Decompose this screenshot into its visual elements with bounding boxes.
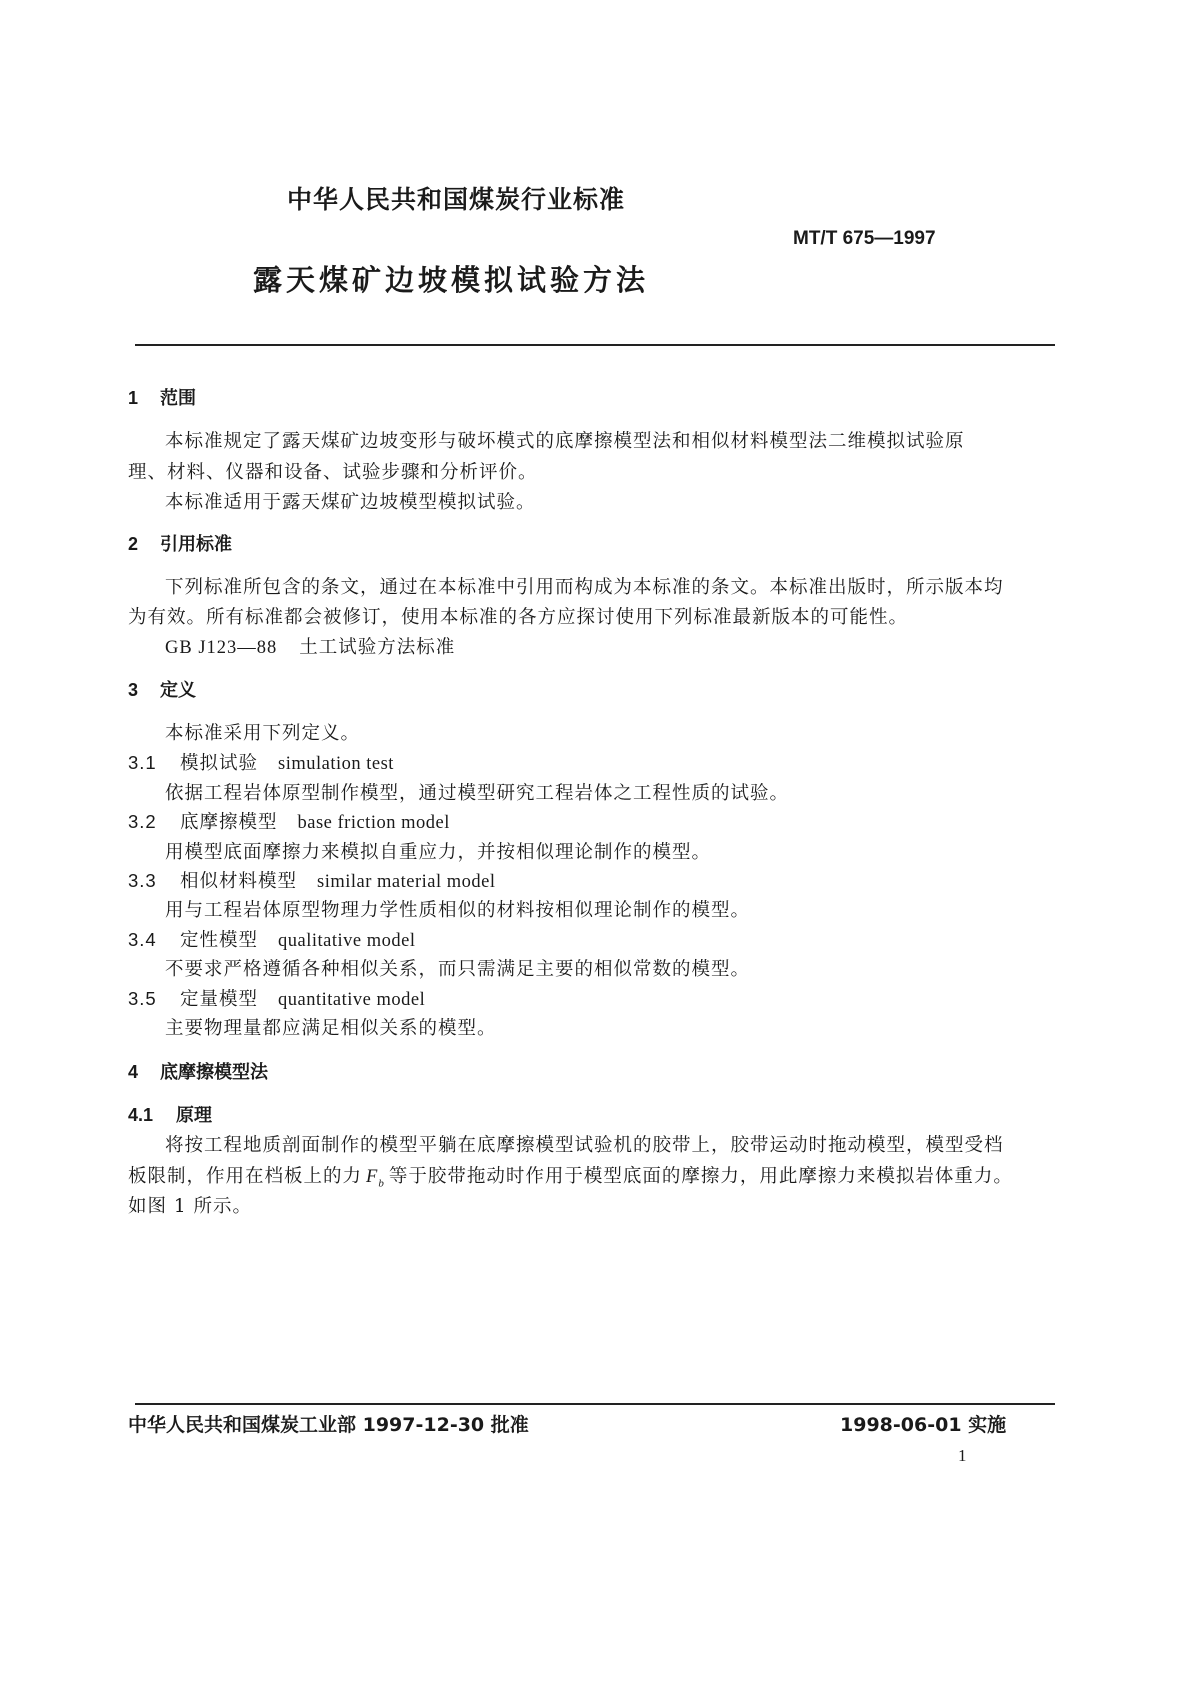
definition-desc: 用与工程岩体原型物理力学性质相似的材料按相似理论制作的模型。 (165, 900, 751, 921)
paragraph-line (128, 1162, 1013, 1190)
subsection-number: 4.1 (128, 1105, 154, 1125)
definition-term: 底摩擦模型 (180, 812, 278, 833)
text-segment: 板限制，作用在档板上的力 (128, 1166, 363, 1187)
paragraph-line: 理、材料、仪器和设备、试验步骤和分析评价。 (128, 462, 538, 483)
definition-3-1 (128, 749, 394, 775)
definition-term: 模拟试验 (180, 753, 259, 774)
definition-number: 3.4 (128, 929, 157, 950)
section-title: 引用标准 (160, 534, 232, 555)
approval-line: 中华人民共和国煤炭工业部 1997-12-30 批准 (128, 1414, 529, 1436)
definition-term-en: simulation test (278, 754, 394, 774)
paragraph-line: 如图 1 所示。 (128, 1196, 253, 1217)
definition-desc: 主要物理量都应满足相似关系的模型。 (165, 1018, 497, 1039)
definition-term-en: qualitative model (278, 931, 416, 951)
paragraph-line: 将按工程地质剖面制作的模型平躺在底摩擦模型试验机的胶带上，胶带运动时拖动模型，模型受档 (165, 1135, 1004, 1156)
section-title: 定义 (160, 680, 196, 701)
definition-term-en: quantitative model (278, 990, 426, 1010)
definition-3-5 (128, 985, 425, 1011)
definition-3-2 (128, 808, 450, 834)
force-symbol-subscript: b (378, 1177, 385, 1190)
effective-date: 1998-06-01 实施 (840, 1414, 1007, 1436)
reference-code: GB J123—88 (165, 638, 278, 658)
paragraph-line: 本标准采用下列定义。 (165, 723, 361, 744)
definition-term-en: base friction model (297, 813, 450, 833)
definition-desc: 依据工程岩体原型制作模型，通过模型研究工程岩体之工程性质的试验。 (165, 783, 790, 804)
standard-code: MT/T 675—1997 (793, 228, 936, 249)
paragraph-line: 本标准规定了露天煤矿边坡变形与破坏模式的底摩擦模型法和相似材料模型法二维模拟试验原 (165, 431, 965, 452)
page-number: 1 (958, 1446, 967, 1465)
section-2-heading (128, 530, 232, 556)
section-4-heading (128, 1058, 268, 1084)
definition-desc: 用模型底面摩擦力来模拟自重应力，并按相似理论制作的模型。 (165, 842, 712, 863)
definition-number: 3.2 (128, 811, 157, 832)
section-number: 4 (128, 1062, 139, 1082)
definition-number: 3.5 (128, 988, 157, 1009)
force-symbol (366, 1167, 385, 1190)
section-number: 3 (128, 680, 139, 700)
footer-rule (135, 1403, 1055, 1405)
reference-title: 土工试验方法标准 (299, 637, 456, 658)
reference-line (165, 633, 455, 659)
paragraph-line: 本标准适用于露天煤矿边坡模型模拟试验。 (165, 492, 536, 513)
section-3-heading (128, 676, 196, 702)
definition-term: 相似材料模型 (180, 871, 298, 892)
definition-term-en: similar material model (317, 872, 496, 892)
definition-term: 定量模型 (180, 989, 259, 1010)
text-segment: 等于胶带拖动时作用于模型底面的摩擦力，用此摩擦力来模拟岩体重力。 (388, 1166, 1013, 1187)
paragraph-line: 下列标准所包含的条文，通过在本标准中引用而构成为本标准的条文。本标准出版时，所示版本均 (165, 577, 1004, 598)
definition-number: 3.3 (128, 870, 157, 891)
header-rule (135, 344, 1055, 346)
paragraph-line: 为有效。所有标准都会被修订，使用本标准的各方应探讨使用下列标准最新版本的可能性。 (128, 607, 909, 628)
definition-number: 3.1 (128, 752, 157, 773)
issuer-title: 中华人民共和国煤炭行业标准 (287, 185, 626, 214)
section-number: 2 (128, 534, 139, 554)
definition-3-3 (128, 867, 496, 893)
subsection-4-1-heading (128, 1101, 212, 1127)
subsection-title: 原理 (176, 1105, 212, 1126)
section-title: 底摩擦模型法 (160, 1062, 268, 1083)
definition-3-4 (128, 926, 415, 952)
definition-term: 定性模型 (180, 930, 259, 951)
section-1-heading (128, 384, 196, 410)
section-number: 1 (128, 388, 139, 408)
definition-desc: 不要求严格遵循各种相似关系，而只需满足主要的相似常数的模型。 (165, 959, 751, 980)
force-symbol-letter: F (366, 1167, 379, 1187)
section-title: 范围 (160, 388, 196, 409)
document-title: 露天煤矿边坡模拟试验方法 (253, 263, 650, 297)
